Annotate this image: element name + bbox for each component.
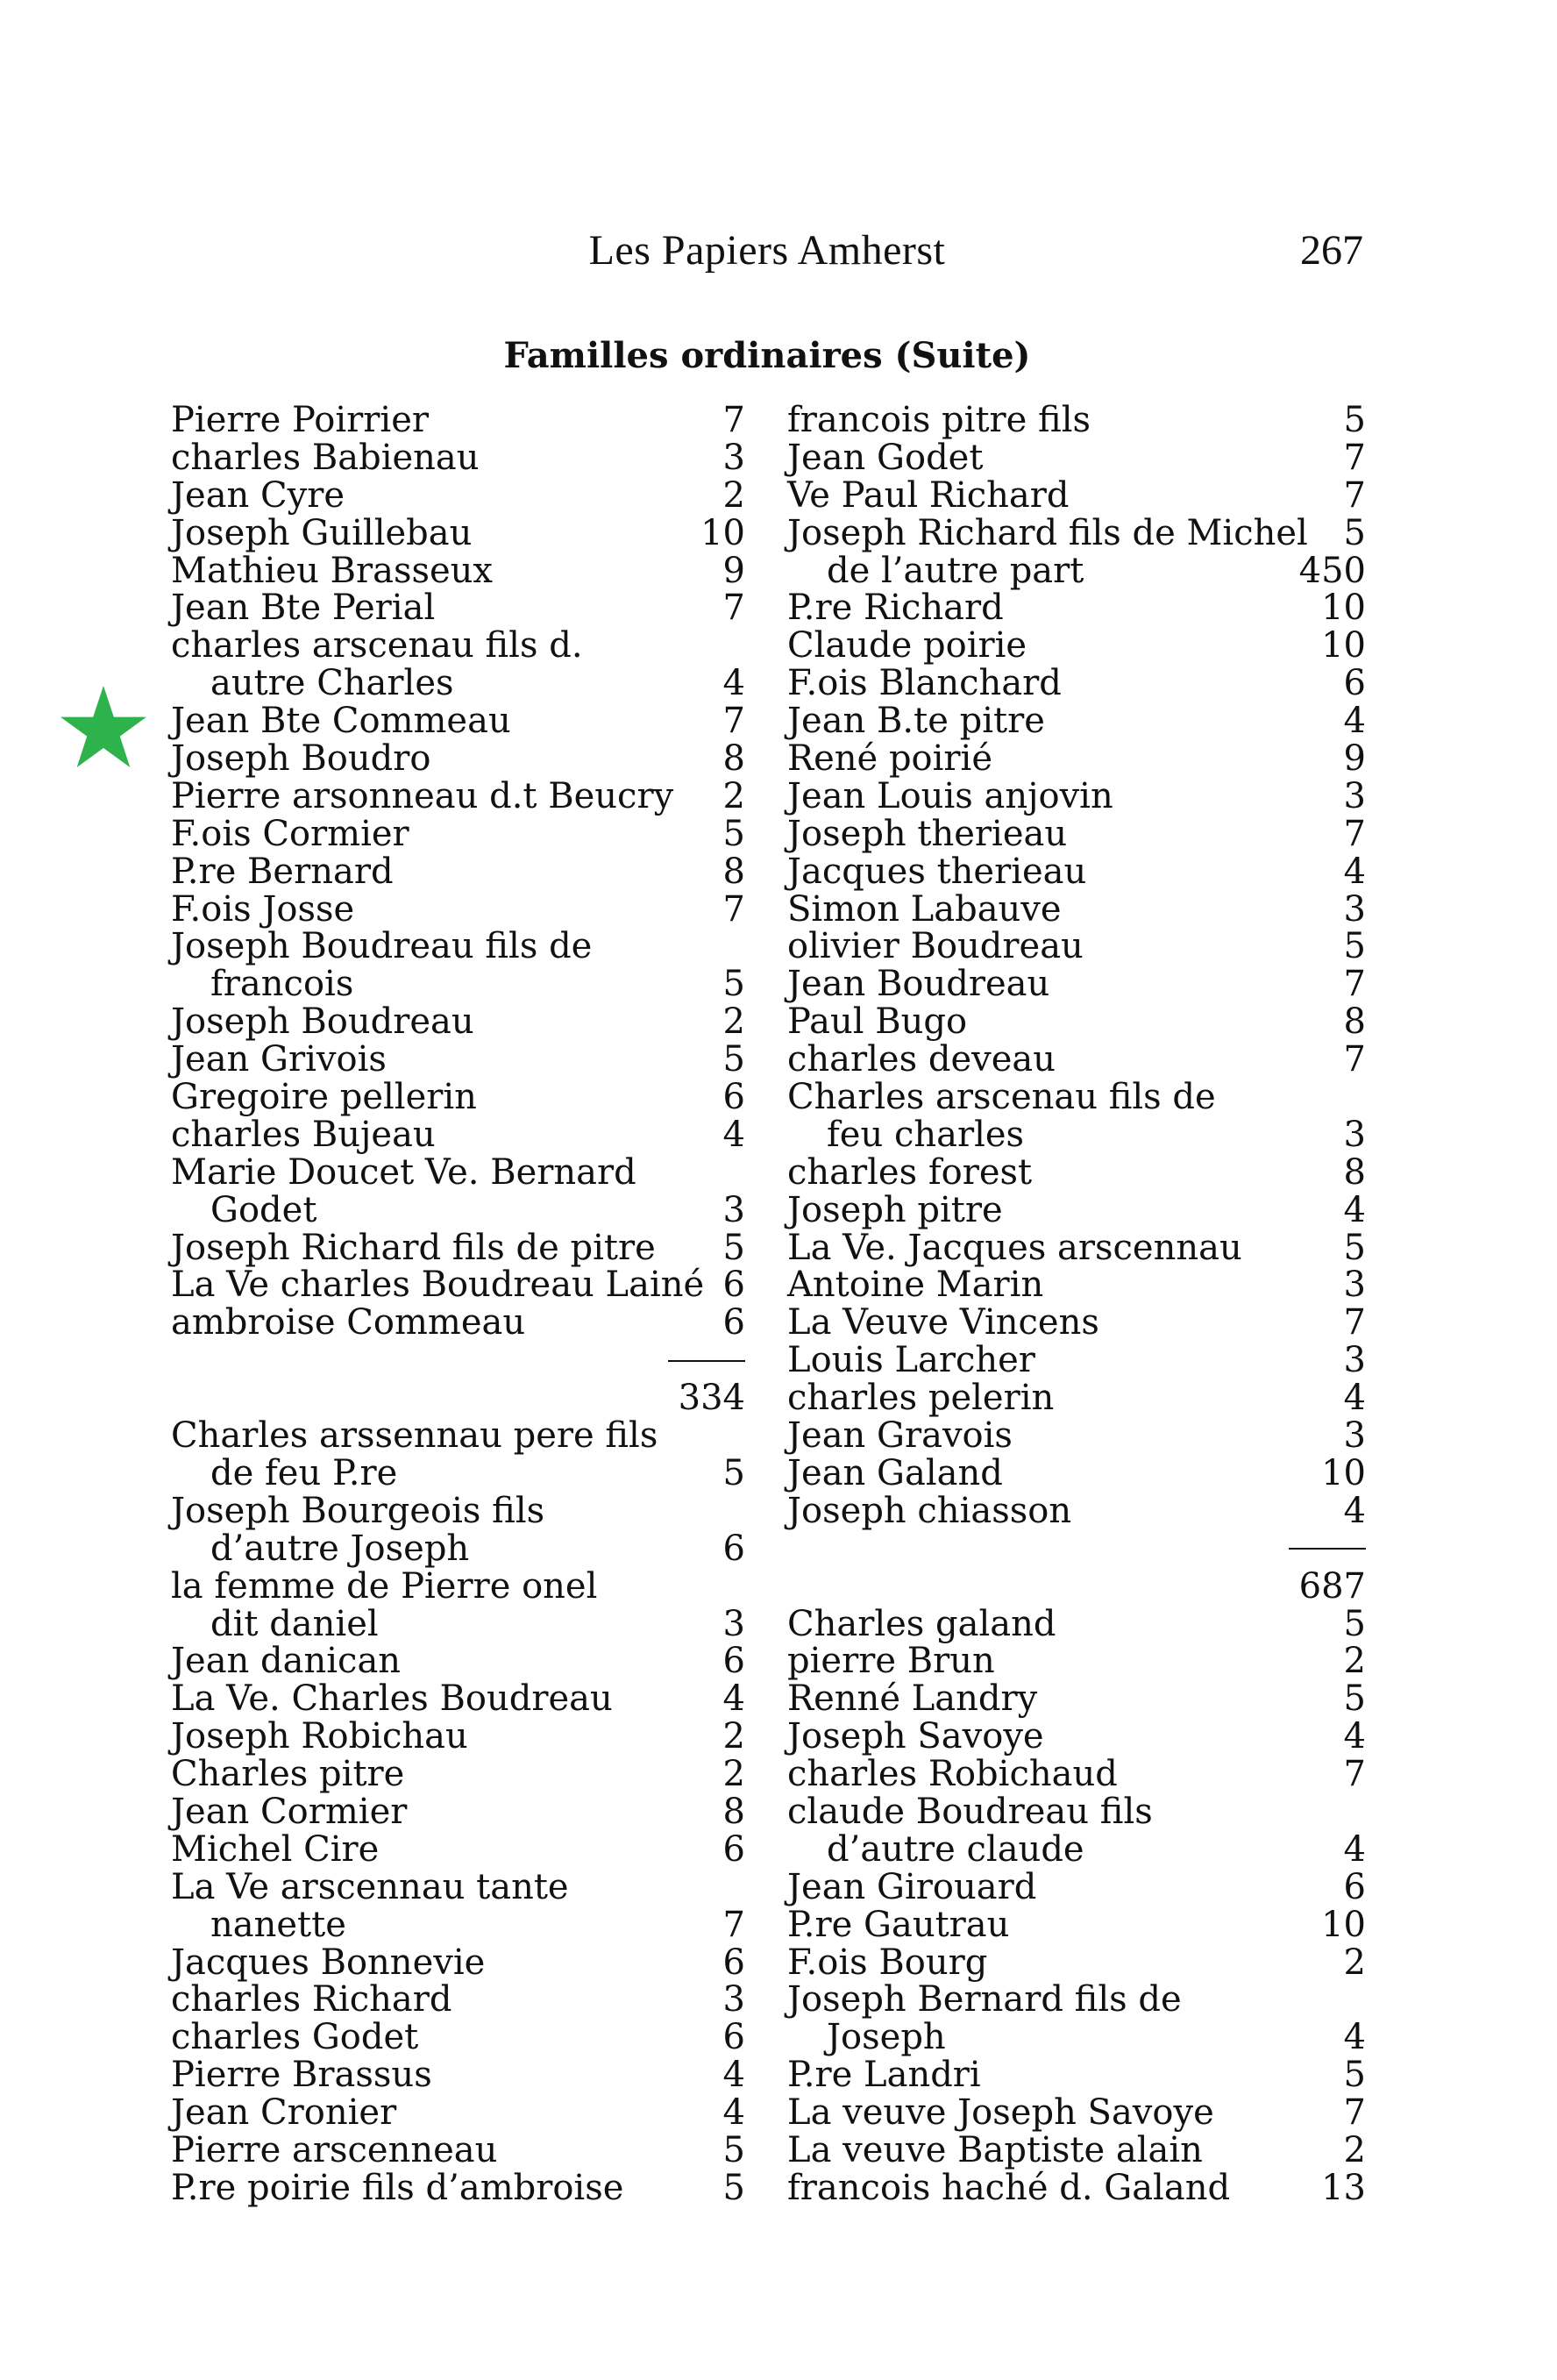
list-item — [787, 1981, 1366, 2019]
family-name: Jean Godet — [787, 437, 984, 478]
family-name: La Ve. Charles Boudreau — [171, 1678, 613, 1720]
list-item — [171, 1003, 745, 1041]
family-name: Michel Cire — [171, 1828, 380, 1870]
family-count: 5 — [1343, 512, 1366, 553]
family-count: 3 — [1343, 1265, 1366, 1306]
family-name: Jean Bte Commeau — [171, 701, 511, 742]
list-item — [787, 665, 1366, 702]
family-name: Joseph Richard fils de pitre — [171, 1227, 656, 1268]
family-count: 5 — [722, 964, 745, 1005]
family-count: 5 — [722, 2167, 745, 2208]
family-count: 10 — [1321, 1904, 1366, 1945]
family-name: La veuve Baptiste alain — [787, 2129, 1203, 2170]
list-item — [171, 2056, 745, 2094]
family-name: charles Richard — [171, 1979, 452, 2020]
rule-line — [1289, 1548, 1366, 1550]
family-name: Jean Grivois — [171, 1039, 387, 1080]
section-title: Familles ordinaires (Suite) — [503, 335, 1031, 376]
list-item — [171, 1866, 745, 1907]
list-item — [787, 2056, 1366, 2094]
family-count: 7 — [1343, 964, 1366, 1005]
family-name: F.ois Josse — [171, 888, 355, 930]
family-name: La Ve. Jacques arscennau — [787, 1227, 1242, 1268]
family-count: 450 — [1298, 550, 1366, 591]
list-item — [171, 1229, 745, 1267]
list-item — [171, 1452, 745, 1493]
running-title: Les Papiers Amherst — [588, 227, 946, 274]
family-name: Joseph therieau — [787, 813, 1068, 854]
star-shape — [60, 686, 146, 767]
family-name: Joseph chiasson — [787, 1490, 1072, 1531]
page-number: 267 — [1300, 227, 1363, 274]
family-name: Jean Cronier — [171, 2092, 397, 2134]
family-name: charles forest — [787, 1151, 1033, 1193]
family-count: 2 — [722, 775, 745, 816]
list-item — [787, 1342, 1366, 1379]
list-item — [171, 2094, 745, 2132]
list-item — [787, 402, 1366, 439]
family-count: 8 — [1343, 1001, 1366, 1043]
family-count: 8 — [1343, 1151, 1366, 1193]
list-item — [171, 1151, 745, 1193]
list-item — [787, 1041, 1366, 1079]
list-item — [171, 627, 745, 665]
list-item — [787, 853, 1366, 891]
family-count: 4 — [722, 2092, 745, 2134]
family-name: Pierre arsonneau d.t Beucry — [171, 775, 674, 816]
family-name: pierre Brun — [787, 1641, 995, 1682]
family-name: charles Robichaud — [787, 1754, 1118, 1795]
list-item — [787, 775, 1366, 816]
subtotal-row — [171, 1379, 745, 1417]
family-count: 10 — [1321, 1452, 1366, 1493]
family-name: F.ois Bourg — [787, 1942, 988, 1983]
list-item — [787, 1866, 1366, 1907]
family-count: 7 — [1343, 437, 1366, 478]
family-count: 6 — [722, 1302, 745, 1343]
family-name: P.re Landri — [787, 2055, 981, 2096]
family-name: Pierre Poirrier — [171, 400, 430, 440]
family-count: 3 — [1343, 1340, 1366, 1381]
family-name: Jean Cyre — [171, 474, 345, 516]
family-count: 2 — [1343, 1641, 1366, 1682]
family-count: 7 — [1343, 2092, 1366, 2134]
family-count: 5 — [1343, 1227, 1366, 1268]
list-item — [787, 2167, 1366, 2208]
family-count: 2 — [1343, 2129, 1366, 2170]
family-name: ambroise Commeau — [171, 1302, 526, 1343]
list-item — [171, 1417, 745, 1455]
family-name: F.ois Blanchard — [787, 663, 1062, 704]
family-count: 4 — [1343, 701, 1366, 742]
family-count: 5 — [1343, 1603, 1366, 1644]
list-item — [787, 702, 1366, 740]
list-item — [787, 1116, 1366, 1154]
family-count: 7 — [1343, 1039, 1366, 1080]
family-count: 3 — [722, 437, 745, 478]
list-item — [171, 1304, 745, 1342]
family-name: Charles arssennau pere fils — [171, 1415, 658, 1457]
family-name: francois — [210, 964, 354, 1005]
family-count: 4 — [722, 1678, 745, 1720]
left-column — [171, 402, 745, 2207]
family-name: Mathieu Brasseux — [171, 550, 493, 591]
family-count: 2 — [1343, 1942, 1366, 1983]
family-count: 2 — [722, 1754, 745, 1795]
family-count: 10 — [700, 512, 745, 553]
family-count: 3 — [722, 1979, 745, 2020]
list-item — [171, 2129, 745, 2170]
family-name: Jean Boudreau — [787, 964, 1050, 1005]
family-count: 3 — [1343, 1114, 1366, 1155]
rule-line — [668, 1360, 745, 1362]
family-count: 6 — [1343, 663, 1366, 704]
list-item — [787, 966, 1366, 1003]
list-item — [171, 2167, 745, 2208]
subtotal-value: 334 — [678, 1378, 745, 1419]
family-count: 8 — [722, 738, 745, 780]
family-name: P.re Gautrau — [787, 1904, 1010, 1945]
subtotal-rule — [171, 1342, 745, 1379]
family-name: La Veuve Vincens — [787, 1302, 1099, 1343]
family-name: Joseph Boudreau fils de — [171, 926, 593, 967]
family-name: Joseph Richard fils de Michel — [787, 512, 1308, 553]
family-name: Jean Louis anjovin — [787, 775, 1113, 816]
family-count: 3 — [1343, 775, 1366, 816]
family-name: charles deveau — [787, 1039, 1056, 1080]
family-name: charles pelerin — [787, 1378, 1055, 1419]
family-name: Jean Galand — [787, 1452, 1003, 1493]
family-count: 13 — [1321, 2167, 1366, 2208]
family-count: 5 — [722, 1452, 745, 1493]
list-item — [787, 1452, 1366, 1493]
family-name: Louis Larcher — [787, 1340, 1035, 1381]
list-item — [787, 813, 1366, 854]
family-name: charles Babienau — [171, 437, 480, 478]
list-item — [171, 1793, 745, 1831]
list-item — [787, 1266, 1366, 1304]
family-count: 5 — [722, 2129, 745, 2170]
family-count: 6 — [722, 1528, 745, 1569]
family-count: 8 — [722, 851, 745, 892]
family-name: francois pitre fils — [787, 400, 1091, 440]
list-item — [787, 2094, 1366, 2132]
family-name: René poirié — [787, 738, 993, 780]
family-name: Godet — [210, 1189, 317, 1230]
list-item — [171, 928, 745, 966]
list-item — [787, 552, 1366, 590]
family-name: Paul Bugo — [787, 1001, 968, 1043]
family-name: d’autre claude — [827, 1828, 1084, 1870]
family-name: Charles galand — [787, 1603, 1056, 1644]
list-item — [787, 1189, 1366, 1230]
family-name: Joseph Bourgeois fils — [171, 1490, 545, 1531]
family-count: 10 — [1321, 588, 1366, 629]
family-name: Jean B.te pitre — [787, 701, 1045, 742]
family-count: 7 — [722, 1904, 745, 1945]
family-count: 5 — [1343, 1678, 1366, 1720]
list-item — [171, 1828, 745, 1870]
list-item — [787, 1756, 1366, 1793]
family-count: 7 — [1343, 1754, 1366, 1795]
family-count: 7 — [1343, 1302, 1366, 1343]
family-count: 10 — [1321, 625, 1366, 666]
page-header — [171, 226, 1363, 279]
family-name: Joseph Bernard fils de — [787, 1979, 1182, 2020]
family-count: 9 — [1343, 738, 1366, 780]
family-name: claude Boudreau fils — [787, 1791, 1153, 1832]
list-item — [787, 888, 1366, 930]
family-count: 4 — [1343, 2017, 1366, 2058]
family-name: La veuve Joseph Savoye — [787, 2092, 1214, 2134]
list-item — [787, 1603, 1366, 1644]
list-item — [171, 1189, 745, 1230]
family-name: Jean Cormier — [171, 1791, 408, 1832]
family-name: Joseph Boudro — [171, 738, 431, 780]
list-item — [171, 1944, 745, 1982]
family-name: feu charles — [827, 1114, 1025, 1155]
family-count: 4 — [1343, 1189, 1366, 1230]
list-item — [787, 474, 1366, 516]
family-count: 2 — [722, 474, 745, 516]
list-item — [171, 1041, 745, 1079]
family-count: 3 — [722, 1189, 745, 1230]
family-count: 7 — [722, 400, 745, 440]
family-name: charles Godet — [171, 2017, 419, 2058]
family-count: 3 — [1343, 888, 1366, 930]
subtotal-value: 687 — [1298, 1565, 1366, 1607]
family-count: 2 — [722, 1001, 745, 1043]
list-item — [171, 474, 745, 516]
list-item — [171, 775, 745, 816]
family-count: 4 — [1343, 1490, 1366, 1531]
list-item — [787, 1642, 1366, 1680]
list-item — [171, 813, 745, 854]
family-count: 4 — [1343, 1378, 1366, 1419]
subtotal-row — [787, 1565, 1366, 1607]
family-name: Jean Gravois — [787, 1415, 1013, 1457]
family-name: Jacques therieau — [787, 851, 1087, 892]
list-item — [787, 1828, 1366, 1870]
list-item — [171, 1565, 745, 1607]
family-name: P.re poirie fils d’ambroise — [171, 2167, 624, 2208]
list-item — [171, 702, 745, 740]
list-item — [787, 928, 1366, 966]
family-count: 6 — [722, 1828, 745, 1870]
family-name: Jean Girouard — [787, 1866, 1037, 1907]
family-name: autre Charles — [210, 663, 454, 704]
list-item — [787, 1718, 1366, 1756]
list-item — [171, 1756, 745, 1793]
list-item — [787, 1944, 1366, 1982]
family-count: 5 — [722, 1227, 745, 1268]
list-item — [787, 627, 1366, 665]
family-name: Jean danican — [171, 1641, 402, 1682]
list-item — [787, 1379, 1366, 1417]
list-item — [787, 1229, 1366, 1267]
family-count: 7 — [722, 588, 745, 629]
list-item — [787, 589, 1366, 627]
family-name: Pierre arscenneau — [171, 2129, 498, 2170]
list-item — [787, 1304, 1366, 1342]
list-item — [787, 2129, 1366, 2170]
list-item — [787, 1793, 1366, 1831]
family-name: de l’autre part — [827, 550, 1084, 591]
list-item — [171, 853, 745, 891]
list-item — [787, 1906, 1366, 1944]
star-icon — [60, 684, 147, 772]
family-count: 6 — [722, 1641, 745, 1682]
list-item — [787, 1151, 1366, 1193]
family-name: F.ois Cormier — [171, 813, 409, 854]
family-name: Antoine Marin — [787, 1265, 1044, 1306]
list-item — [171, 740, 745, 778]
list-item — [171, 1603, 745, 1644]
family-name: Ve Paul Richard — [787, 474, 1070, 516]
family-name: la femme de Pierre onel — [171, 1565, 598, 1607]
family-count: 2 — [722, 1716, 745, 1757]
right-column — [787, 402, 1366, 2207]
family-name: olivier Boudreau — [787, 926, 1084, 967]
family-count: 8 — [722, 1791, 745, 1832]
list-item — [787, 439, 1366, 477]
list-item — [171, 1266, 745, 1304]
list-item — [171, 665, 745, 702]
family-name: dit daniel — [210, 1603, 379, 1644]
family-name: Pierre Brassus — [171, 2055, 432, 2096]
family-count: 5 — [1343, 926, 1366, 967]
list-item — [787, 512, 1366, 553]
family-name: Joseph Savoye — [787, 1716, 1044, 1757]
family-count: 7 — [722, 701, 745, 742]
family-name: Claude poirie — [787, 625, 1027, 666]
list-item — [171, 1680, 745, 1718]
list-item — [787, 1417, 1366, 1455]
list-item — [171, 966, 745, 1003]
family-name: d’autre Joseph — [210, 1528, 470, 1569]
family-count: 7 — [1343, 813, 1366, 854]
family-count: 4 — [1343, 851, 1366, 892]
family-name: nanette — [210, 1904, 346, 1945]
family-count: 5 — [1343, 400, 1366, 440]
family-count: 5 — [722, 813, 745, 854]
family-name: Simon Labauve — [787, 888, 1062, 930]
family-name: P.re Richard — [787, 588, 1004, 629]
family-count: 3 — [1343, 1415, 1366, 1457]
family-name: francois haché d. Galand — [787, 2167, 1231, 2208]
family-count: 4 — [1343, 1716, 1366, 1757]
list-item — [787, 1490, 1366, 1531]
list-item — [171, 1079, 745, 1116]
family-name: Charles pitre — [171, 1754, 405, 1795]
list-item — [171, 2019, 745, 2056]
family-name: Marie Doucet Ve. Bernard — [171, 1151, 636, 1193]
subtotal-rule — [787, 1530, 1366, 1568]
family-name: Joseph pitre — [787, 1189, 1003, 1230]
family-count: 7 — [1343, 474, 1366, 516]
family-count: 7 — [722, 888, 745, 930]
family-name: Jacques Bonnevie — [171, 1942, 486, 1983]
family-name: Renné Landry — [787, 1678, 1038, 1720]
family-count: 4 — [722, 2055, 745, 2096]
list-item — [171, 1906, 745, 1944]
family-count: 5 — [722, 1039, 745, 1080]
family-name: Jean Bte Perial — [171, 588, 436, 629]
family-count: 6 — [722, 1077, 745, 1118]
family-name: Gregoire pellerin — [171, 1077, 477, 1118]
list-item — [171, 512, 745, 553]
list-item — [171, 402, 745, 439]
family-name: Joseph Robichau — [171, 1716, 468, 1757]
list-item — [171, 589, 745, 627]
list-item — [171, 439, 745, 477]
family-name: Joseph — [827, 2017, 946, 2058]
family-name: La Ve charles Boudreau Lainé — [171, 1265, 705, 1306]
family-count: 4 — [722, 1114, 745, 1155]
list-item — [171, 1718, 745, 1756]
list-item — [171, 1642, 745, 1680]
list-item — [787, 740, 1366, 778]
family-count: 6 — [722, 1265, 745, 1306]
family-name: P.re Bernard — [171, 851, 394, 892]
family-name: charles arscenau fils d. — [171, 625, 583, 666]
family-count: 3 — [722, 1603, 745, 1644]
family-count: 6 — [722, 1942, 745, 1983]
family-count: 6 — [1343, 1866, 1366, 1907]
list-item — [171, 1530, 745, 1568]
list-item — [171, 1116, 745, 1154]
family-count: 4 — [722, 663, 745, 704]
list-item — [787, 2019, 1366, 2056]
family-name: Joseph Guillebau — [171, 512, 473, 553]
family-name: La Ve arscennau tante — [171, 1866, 569, 1907]
list-item — [787, 1079, 1366, 1116]
list-item — [787, 1003, 1366, 1041]
family-name: charles Bujeau — [171, 1114, 436, 1155]
family-count: 5 — [1343, 2055, 1366, 2096]
family-name: de feu P.re — [210, 1452, 398, 1493]
family-name: Charles arscenau fils de — [787, 1077, 1216, 1118]
family-count: 9 — [722, 550, 745, 591]
family-count: 4 — [1343, 1828, 1366, 1870]
list-item — [171, 1490, 745, 1531]
list-item — [787, 1680, 1366, 1718]
list-item — [171, 552, 745, 590]
list-item — [171, 888, 745, 930]
family-count: 6 — [722, 2017, 745, 2058]
family-name: Joseph Boudreau — [171, 1001, 474, 1043]
list-item — [171, 1981, 745, 2019]
